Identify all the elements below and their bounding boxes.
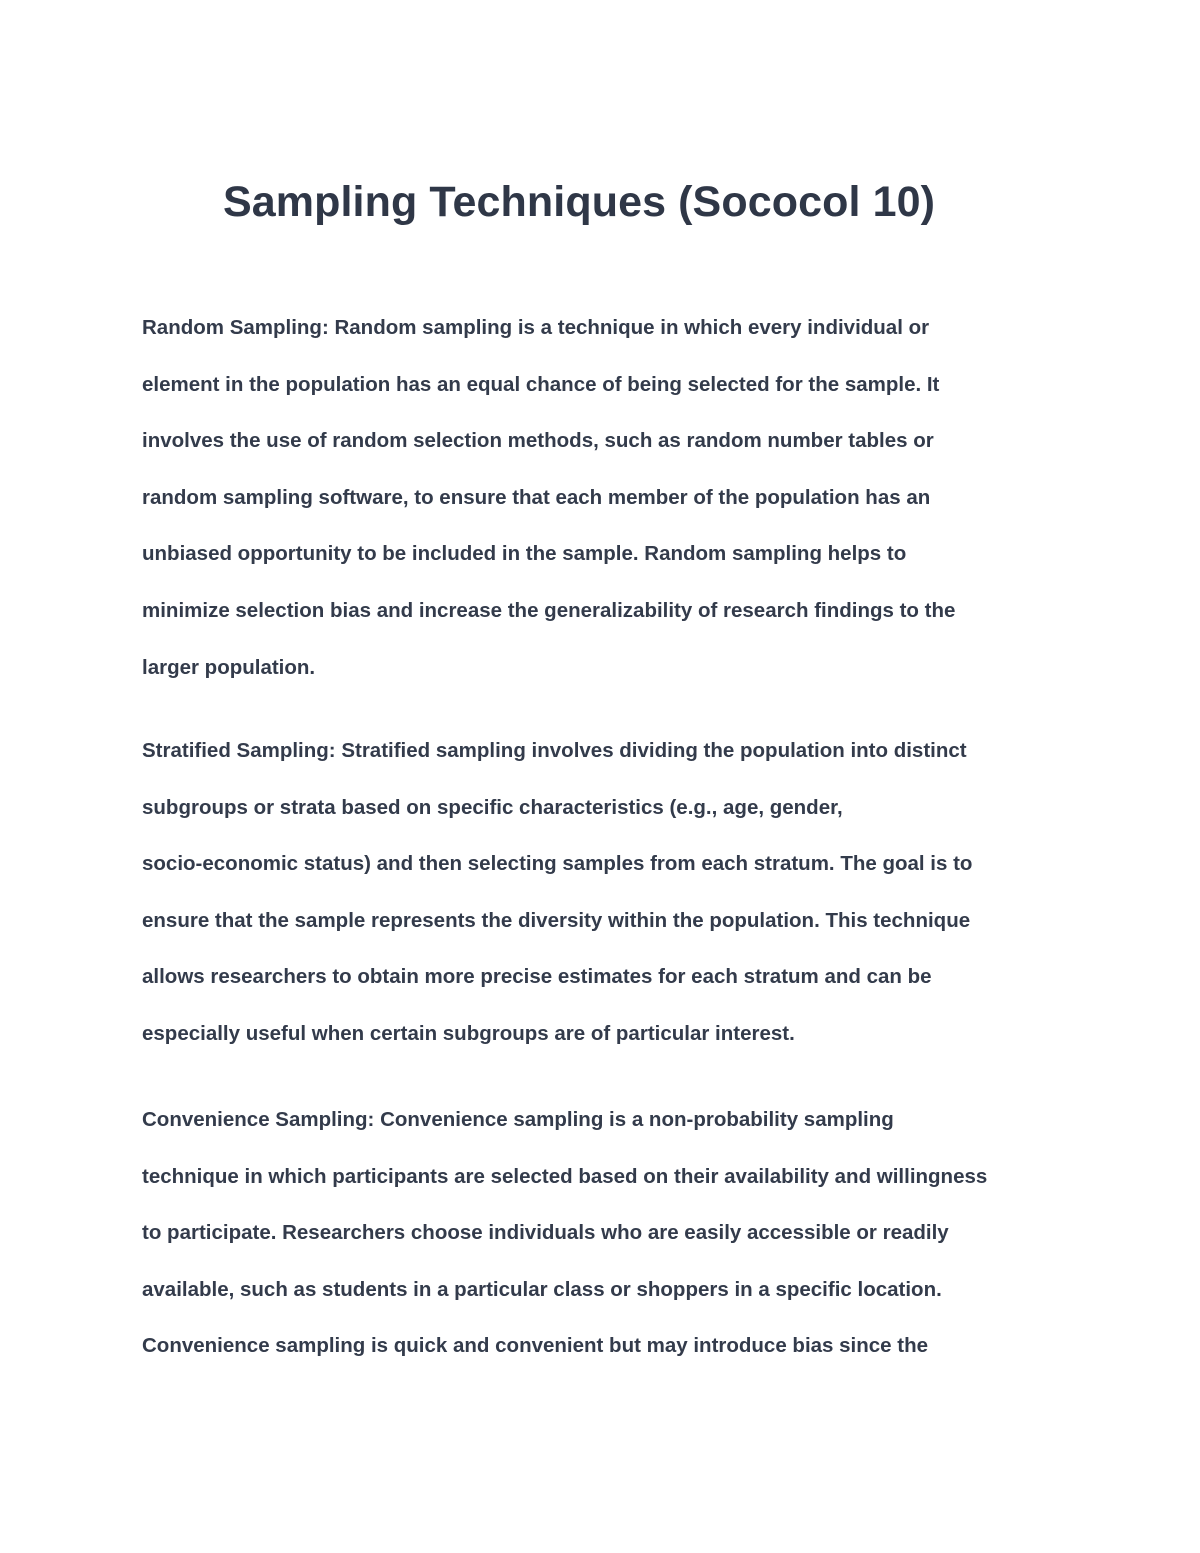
text-line: unbiased opportunity to be included in the sample. Random sampling helps to <box>142 542 907 566</box>
paragraph-stratified-sampling <box>142 723 1072 1063</box>
text-line: Convenience sampling is quick and convenient but may introduce bias since the <box>142 1334 929 1358</box>
text-line: technique in which participants are selected based on their availability and willingness <box>142 1164 988 1188</box>
text-line: larger population. <box>142 655 316 679</box>
text-line: random sampling software, to ensure that each member of the population has an <box>142 485 931 509</box>
paragraph-convenience-sampling <box>142 1092 1072 1375</box>
text-line: Convenience Sampling: Convenience sampling is a non-probability sampling <box>142 1108 894 1131</box>
paragraph-random-sampling <box>142 300 1072 696</box>
text-line: to participate. Researchers choose individuals who are easily accessible or readily <box>142 1221 949 1245</box>
text-line: involves the use of random selection methods, such as random number tables or <box>142 429 934 453</box>
text-line: available, such as students in a particular class or shoppers in a specific location. <box>142 1277 942 1301</box>
text-line: socio-economic status) and then selecting samples from each stratum. The goal is to <box>142 852 973 876</box>
text-line: element in the population has an equal chance of being selected for the sample. It <box>142 372 940 396</box>
text-line: ensure that the sample represents the diversity within the population. This technique <box>142 908 971 932</box>
text-line: Random Sampling: Random sampling is a technique in which every individual or <box>142 316 930 339</box>
text-line: especially useful when certain subgroups are of particular interest. <box>142 1021 795 1045</box>
document-title: Sampling Techniques (Sococol 10) <box>222 178 936 226</box>
text-line: Stratified Sampling: Stratified sampling involves dividing the population into distinct <box>142 739 967 762</box>
text-line: subgroups or strata based on specific characteristics (e.g., age, gender, <box>142 795 843 819</box>
text-line: minimize selection bias and increase the generalizability of research findings to the <box>142 598 956 622</box>
text-line: allows researchers to obtain more precise estimates for each stratum and can be <box>142 965 932 989</box>
